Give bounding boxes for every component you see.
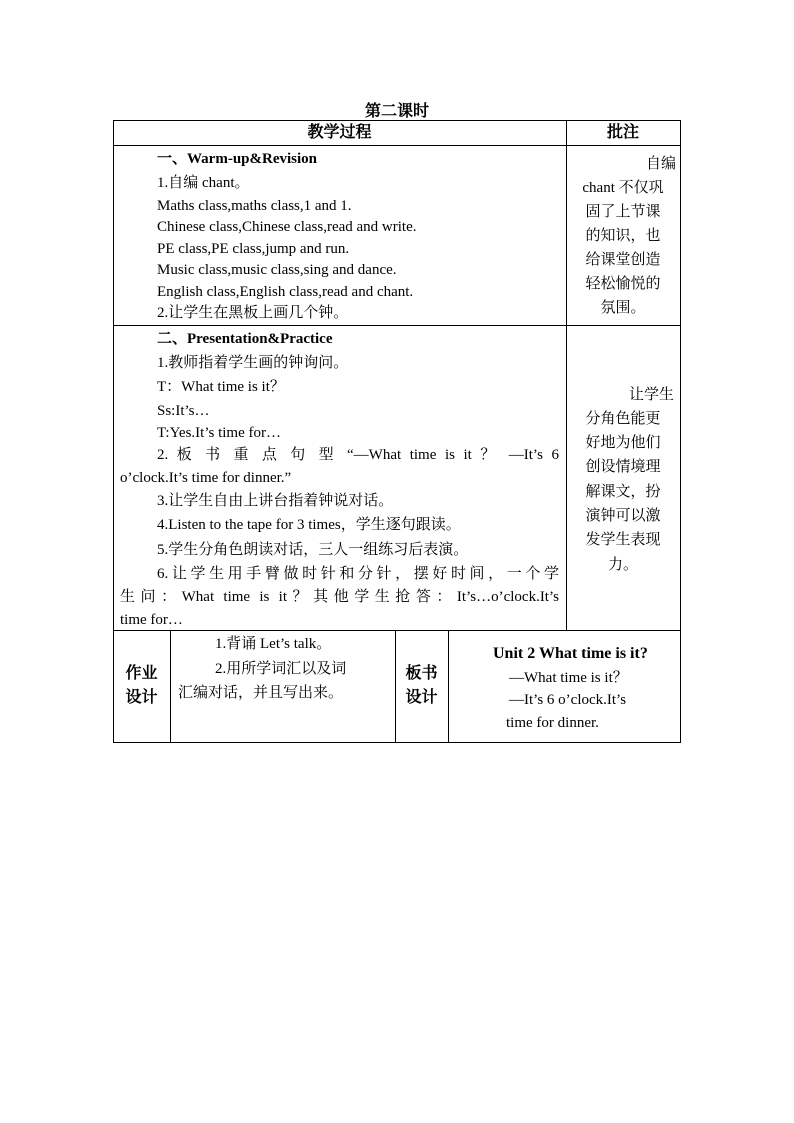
homework-line: 汇编对话，并且写出来。 [178,685,344,701]
text-line: Maths class,maths class,1 and 1. [157,198,352,214]
note-line: 让学生 [628,387,674,403]
section-heading: 一、Warm-up&Revision [157,151,318,167]
board-title: Unit 2 What time is it? [493,645,648,662]
text-line: Chinese class,Chinese class,read and write. [157,219,417,235]
text-line: T:Yes.It’s time for… [157,425,281,441]
text-line: 2. 板 书 重 点 句 型 “—What time is it ？ —It’s 6 [157,447,559,463]
table-border-top [113,120,681,121]
text-line: T：What time is it？ [157,379,285,395]
note-line: 创设情境理 [585,459,661,475]
board-line: —What time is it？ [509,670,628,686]
board-line: time for dinner. [506,715,599,731]
homework-label: 设计 [125,689,158,706]
text-line: Ss:It’s… [157,403,210,419]
table-divider [113,630,681,631]
table-border-right [680,120,681,742]
note-line: 发学生表现 [585,532,661,548]
note-line: 演钟可以激 [585,508,661,524]
text-line: time for… [120,612,183,628]
text-line: 5.学生分角色朗读对话，三人一组练习后表演。 [157,542,469,558]
table-divider [113,325,681,326]
table-divider [170,630,171,742]
note-line: 给课堂创造 [585,252,661,268]
text-line: 6.让学生用手臂做时针和分针，摆好时间，一个学 [157,566,559,582]
note-line: 固了上节课 [585,204,661,220]
board-label: 设计 [405,689,438,706]
note-line: 解课文，扮 [585,484,661,500]
section-heading: 二、Presentation&Practice [157,331,333,347]
note-line: 轻松愉悦的 [585,276,661,292]
text-line: 1.教师指着学生画的钟询问。 [157,355,349,371]
text-line: 生问：What time is it？其他学生抢答：It’s…o’clock.It’s [120,589,559,605]
text-line: 1.自编 chant。 [157,175,250,191]
homework-label: 作业 [125,665,158,682]
board-label: 板书 [405,665,438,682]
note-line: 自编 [645,156,676,172]
note-line: 分角色能更 [585,411,661,427]
homework-line: 1.背诵 Let’s talk。 [215,636,332,652]
table-divider [448,630,449,742]
board-line: —It’s 6 o’clock.It’s [509,692,627,708]
text-line: 4.Listen to the tape for 3 times，学生逐句跟读。 [157,517,461,533]
header-teaching-process: 教学过程 [307,124,372,141]
text-line: o’clock.It’s time for dinner.” [120,470,292,486]
note-line: 的知识，也 [585,228,661,244]
text-line: PE class,PE class,jump and run. [157,241,350,257]
note-line: 好地为他们 [585,435,661,451]
note-line: 力。 [607,557,638,573]
note-line: chant 不仅巩 [582,180,664,196]
table-divider [113,145,681,146]
text-line: 2.让学生在黑板上画几个钟。 [157,305,349,321]
text-line: English class,English class,read and chant. [157,284,414,300]
table-border-left [113,120,114,742]
text-line: Music class,music class,sing and dance. [157,262,397,278]
homework-line: 2.用所学词汇以及词 [215,661,347,677]
text-line: 3.让学生自由上讲台指着钟说对话。 [157,493,394,509]
table-border-bottom [113,742,681,743]
page-title: 第二课时 [364,103,429,120]
header-notes: 批注 [606,124,639,141]
note-line: 氛围。 [600,300,646,316]
